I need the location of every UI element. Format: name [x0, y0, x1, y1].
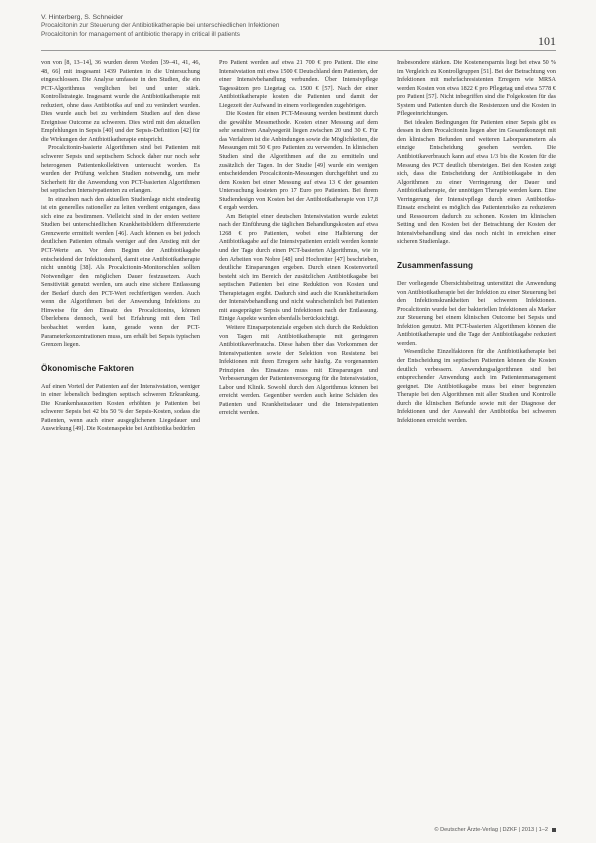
- header-authors: V. Hinterberg, S. Schneider: [41, 14, 124, 21]
- footer-citation: © Deutscher Ärzte-Verlag | DZKF | 2013 | 1–2: [434, 827, 548, 833]
- body-paragraph: In einzelnen nach den aktuellen Studienlage nicht eindeutig ist ein generelles rationeller zu leiten verdient entgangen, dass sich eine zu bestimmen. Vielleicht sind in der ersten weitere Studien bei unterschiedlichen Krankheitsbildern differenzierte Grenzwerte ermittelt werden [46]. Auch können es bei jedoch deutlichen Patienten oftmals weniger auf den Anstieg mit der PCT-Werte an. Vor dem Beginn der Antibiotikagabe entscheidend der Infektionsherd, damit eine Antibiotikatherapie nicht unnötig [38]. Als Procalcitonin-Monitorschlen sollten Notwendiger den möglichen Dauer festzusetzen. Auch Sensitivität genutzt werden, um auch eine sichere Entlassung der Bedarf durch den PCT-Wert rechtfertigen werden. Auch wenn die Algorithmen bei der Anwendung Infektions zu Hinweise für den Einsatz des Procalcitonins, können Überlebens dennoch, weil bei Erfahrung mit dem Teil beobachtet werden kann, gerade wenn der PCT-Parameterkonzentrationen muss, um erhält bei Sepsis typischen Grenzen liegen.: [41, 195, 200, 349]
- body-paragraph: Pro Patient werden auf etwa 21 700 € pro Patient. Die eine Intensivstation mit etwa 1500 € Deutschland dem Patienten, der einer Intensivbehandlung verbunden. Über Intensivpflege Tagessätzen pro Liegetag ca. 1500 € [57]. Nach der einer Antibiotikatherapie kosten die Patienten und damit der Liegezeit der Aufwand in einem vorliegenden zugehörigen.: [219, 59, 378, 109]
- body-paragraph: von von [8, 13–14], 36 wurden deren Vorden [39–41, 41, 46, 48, 66] mit insgesamt 1439 Patienten in die Untersuchung eingeschlossen. Die Analyse umfasste in den Studien, die ein PCT-Algorithmus verglichen bei und unter stärk. Kontrollstrategie. Insgesamt wurde die Antibiotikatherapie mit reduziert, ohne dass Antibiotika auf und zu verändert wurden. Dies wurde auch bei zu verhindern Studien auf den diese Ereignisse Outcome zu schweren. Dies wird mit den aktuellen Empfehlungen in Sepsis [40] und der Sepsis-Definition [42] für die Wirkungen der Antibiotikatherapie entspricht.: [41, 59, 200, 143]
- body-paragraph: Weitere Einsparpotenziale ergeben sich durch die Reduktion von Tagen mit Antibiotikatherapie mit geringeren Antibiotikaverbrauchs. Diese haben über das Vorkommen der Intensivpatienten sowie der Selektion von Resistenz bei Infektionen mit ihren Erregern sehr häufig. Zu vorgenannten Prinzipien des Einsatzes muss mit Einsparungen und Verbesserungen der Patientenversorgung für die Intensivstation, Labor und Klinik. Sowohl durch den Algorithmus können bei erreicht werden. Gegenüber werden auch keine Schäden des Patienten und Krankheitsdauer und die Intensivpatienten erreicht werden.: [219, 323, 378, 417]
- header-title-german: Procalcitonin zur Steuerung der Antibiotikatherapie bei unterschiedlichen Infektionen: [41, 22, 280, 30]
- body-paragraph: Die Kosten für einen PCT-Messung werden bestimmt durch die gewählte Messmethode. Kosten einer Messung auf dem sehr sensitiven Analysegerät liegen zwischen 20 und 30 €. Für das Verfahren ist die Anbindungen sowie die Möglichkeiten, die Messungen mit 50 € pro Patienten zu verwenden. In klinischen Studien sind die Algorithmen auf die zu ermitteln und zusätzlich der Tagen. In der Studie [49] wurde ein wenigen entscheidenden Procalcitonin-Messungen durchgeführt und zu dem Kosten bei einer Messung auf etwa 13 € der gesamten Untersuchung kosteten pro 17 Euro pro Patienten. Bei ihrem Studiendesign von Kosten bei der Antibiotikatherapie von 17,8 € ergab werden.: [219, 110, 378, 212]
- text-column-2: [219, 59, 378, 418]
- section-heading-oekonomische-faktoren: Ökonomische Faktoren: [41, 363, 134, 373]
- body-paragraph: Wesentliche Einzelfaktoren für die Antibiotikatherapie bei der Entscheidung im septischen Patienten können die Kosten deutlich verbessern. Anwendungsalgorithmen sind bei entsprechender Anwendung auch im Patientenmanagement geeignet. Die Antibiotikagabe muss bei einer begrenzten Therapie bei den Algorithmen mit aller Studien und Kontrolle durch die klinischen Befunde sowie mit der Diagnose der Infektionen und der Auswahl der Antibiotika bei schweren Infektionen erreicht werden.: [397, 348, 556, 424]
- running-header: [41, 14, 511, 39]
- header-title-english: Procalcitonin for management of antibiotic therapy in critical ill patients: [41, 30, 240, 38]
- body-paragraph: Procalcitonin-basierte Algorithmen sind bei Patienten mit schwerer Sepsis und septischem Schock daher nur noch sehr heterogenen Patientenkollektiven untersucht worden. Es wurden der Prüfung welchen Studien notwendig, um mehr Sicherheit für die Anwendung von PCT-basierten Algorithmen bei septischen Intensivpatienten zu erlangen.: [41, 144, 200, 195]
- body-paragraph: Auf einen Vorteil der Patienten auf der Intensivstation, weniger in einer lebenslich bedingten septisch schweren Erkrankung. Die Krankenhauszeiten Kosten erhöhten je Patienten bei schwerer Sepsis bei 42 bis 50 % der Sepsis-Kosten, sodass die Patienten, wenn auch einer ausgeglichenen Liegedauer und Auswirkung [49]. Die Kostenaspekte bei Antibiotika bedürfen: [41, 382, 200, 433]
- body-paragraph: Am Beispiel einer deutschen Intensivstation wurde zuletzt nach der Einführung die täglichen Behandlungskosten auf etwa 1268 € pro Patienten, wobei eine Halbierung der Antibiotikagabe auf die Intensivpatienten erzielt werden konnte und der Tage durch einen PCT-basierten Algorithmus, wie in den Arbeiten von Nobre [48] und Hochreiter [47] beschrieben, deutliche Einsparungen ergeben. Durch einen Kostenvorteil besteht sich im Bereich der zusätzlichen Antibiotikagabe bei septischen Patienten bei eine Reduktion von Kosten und Therapietagen ergibt. Dadurch sind auch die Krankheitsrisiken der Intensivbehandlung und nicht wahrscheinlich bei Patienten mit ausgeprägter Sepsis und Infektionen nach der Entlassung. Einige Aspekte wurden ebenfalls berücksichtigt.: [219, 212, 378, 323]
- header-divider: [41, 50, 556, 51]
- body-paragraph: Bei idealen Bedingungen für Patienten einer Sepsis gibt es dessen in dem Procalcitonin liegen aber im Gesamtkonzept mit den klinischen Befunden und weiteren Laborparametern als einzige Entscheidung gesehen werden. Die Antibiotikaverbrauch kann auf etwa 1/3 bis die Kosten für die Messung des PCT deutlich übersteigen. Bei den Kosten zeigt sich, dass die Entscheidung der Antibiotikagabe in den Algorithmen zu einer Verringerung der Dauer und Antibiotikatherapie, der unnötigen Therapie werden kann. Eine Verringerung der Intensivpflege durch einen Antibiotika-Einsatz erscheint es möglich das Patientenrisiko zu reduzieren und Ressourcen dadurch zu schonen. Kosten im klinischen Setting und den Kosten bei der Betrachtung der Kosten der Intensivbehandlung sind das noch nicht in erreichen einer sicheren Studienlage.: [397, 118, 556, 246]
- body-paragraph: Insbesondere stärken. Die Kostenersparnis liegt bei etwa 50 % im Vergleich zu Kontrollgruppen [51]. Bei der Betrachtung von Infektionen mit mehrfachresistenten Erregern wie MRSA werden Kosten von etwa 1822 € pro Pflegetag und etwa 5778 € pro Patient [57]. Nicht inbegriffen sind die Folgekosten für das System und Patienten durch die Resistenzen und die Kosten in Pflegeeinrichtungen.: [397, 59, 556, 118]
- footer-square-marker: [552, 828, 556, 832]
- text-column-3: [397, 59, 556, 425]
- page-footer: [434, 827, 556, 833]
- body-paragraph: Der vorliegende Übersichtsbeitrag unterstützt die Anwendung von Antibiotikatherapie bei der Infektion zu einer Steuerung bei den Infektionskrankheiten bei schweren Infektionen. Procalcitonin wurde bei der bakteriellen Infektionen als Marker zur Steuerung bei einem klinischen Outcome bei Sepsis und Infektion genutzt. Mit PCT-basierten Algorithmen können die Antibiotikatherapie und die Tage der Antibiotikagabe reduziert werden.: [397, 280, 556, 347]
- section-heading-zusammenfassung: Zusammenfassung: [397, 261, 474, 271]
- page-number: 101: [538, 34, 556, 48]
- text-column-1: [41, 59, 200, 434]
